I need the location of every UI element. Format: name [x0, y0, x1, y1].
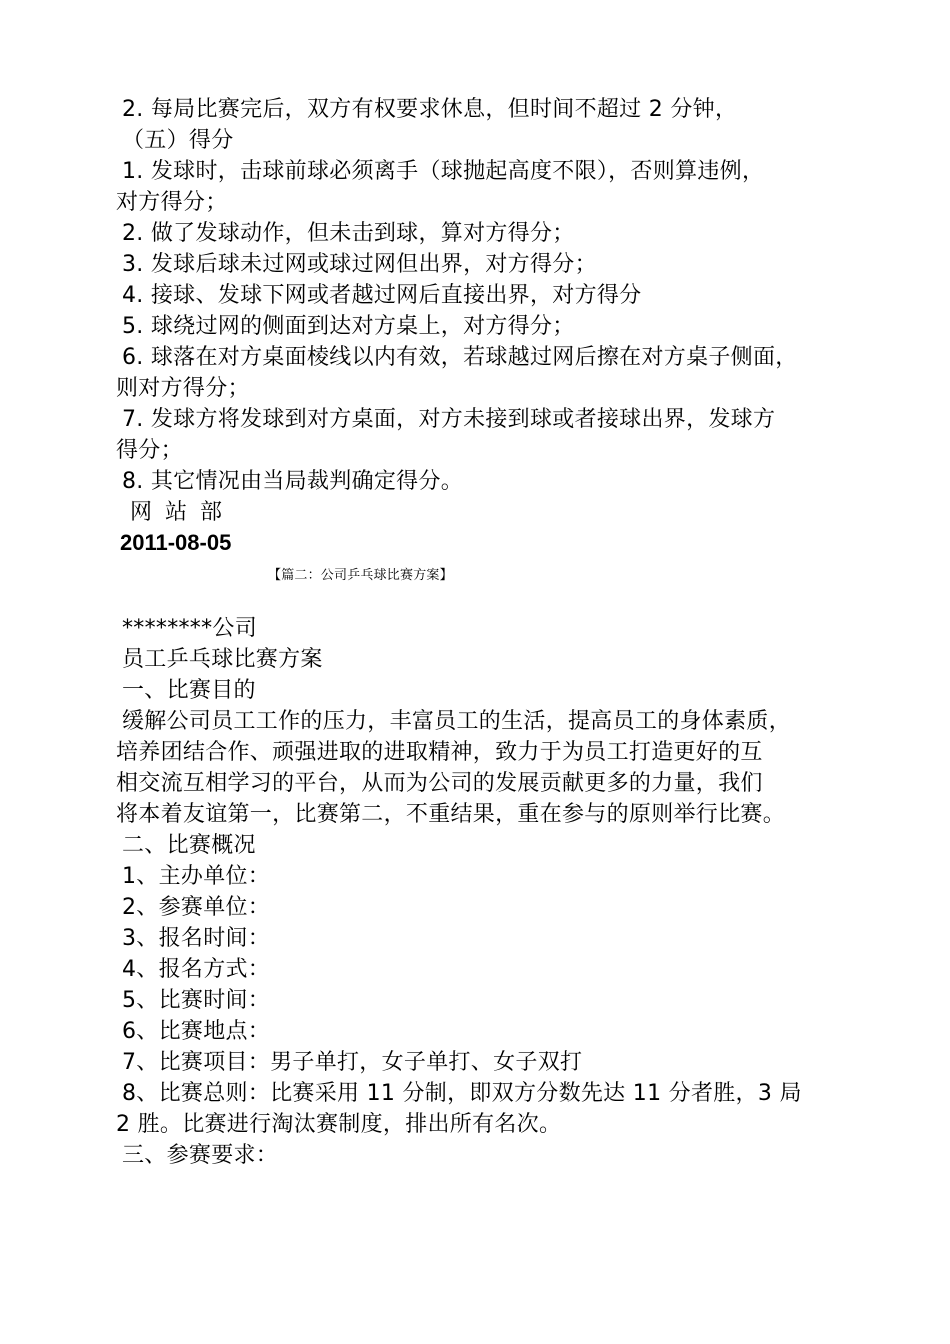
scoring-rule-1-cont: 对方得分； — [116, 190, 228, 215]
scoring-rule-7: 7. 发球方将发球到对方桌面，对方未接到球或者接球出界，发球方 — [122, 407, 776, 432]
overview-item-registration-time: 3、报名时间： — [122, 926, 271, 951]
scoring-rule-7-cont: 得分； — [116, 438, 183, 463]
scoring-rule-6-cont: 则对方得分； — [116, 376, 250, 401]
overview-item-events: 7、比赛项目：男子单打，女子单打、女子双打 — [122, 1050, 583, 1075]
signature-department: 网 站 部 — [130, 500, 225, 525]
scoring-rule-4: 4. 接球、发球下网或者越过网后直接出界，对方得分 — [122, 283, 642, 308]
purpose-paragraph-line-2: 培养团结合作、顽强进取的进取精神，致力于为员工打造更好的互 — [116, 740, 763, 765]
scoring-rule-5: 5. 球绕过网的侧面到达对方桌上，对方得分； — [122, 314, 575, 339]
section-heading-scoring: （五）得分 — [122, 128, 234, 153]
heading-purpose: 一、比赛目的 — [122, 678, 256, 703]
overview-item-general-rules: 8、比赛总则：比赛采用 11 分制，即双方分数先达 11 分者胜，3 局 — [122, 1081, 802, 1106]
signature-date: 2011-08-05 — [120, 530, 232, 555]
heading-requirements: 三、参赛要求： — [122, 1143, 279, 1168]
overview-item-venue: 6、比赛地点： — [122, 1019, 271, 1044]
overview-item-match-time: 5、比赛时间： — [122, 988, 271, 1013]
plan-title: 员工乒乓球比赛方案 — [122, 647, 323, 672]
overview-item-organizer: 1、主办单位： — [122, 864, 271, 889]
scoring-rule-2: 2. 做了发球动作，但未击到球，算对方得分； — [122, 221, 575, 246]
heading-overview: 二、比赛概况 — [122, 833, 256, 858]
overview-item-participants: 2、参赛单位： — [122, 895, 271, 920]
scoring-rule-6: 6. 球落在对方桌面棱线以内有效，若球越过网后擦在对方桌子侧面， — [122, 345, 798, 370]
overview-item-registration-method: 4、报名方式： — [122, 957, 271, 982]
scoring-rule-3: 3. 发球后球未过网或球过网但出界，对方得分； — [122, 252, 597, 277]
overview-item-general-rules-cont: 2 胜。比赛进行淘汰赛制度，排出所有名次。 — [116, 1112, 562, 1137]
section-divider-title: 【篇二：公司乒乓球比赛方案】 — [268, 568, 453, 583]
purpose-paragraph-line-1: 缓解公司员工工作的压力，丰富员工的生活，提高员工的身体素质， — [122, 709, 792, 734]
rest-rule-line: 2. 每局比赛完后，双方有权要求休息，但时间不超过 2 分钟， — [122, 97, 738, 122]
company-name: ********公司 — [122, 616, 258, 641]
scoring-rule-1: 1. 发球时，击球前球必须离手（球抛起高度不限），否则算违例， — [122, 159, 765, 184]
purpose-paragraph-line-4: 将本着友谊第一，比赛第二，不重结果，重在参与的原则举行比赛。 — [116, 802, 786, 827]
purpose-paragraph-line-3: 相交流互相学习的平台，从而为公司的发展贡献更多的力量，我们 — [116, 771, 763, 796]
scoring-rule-8: 8. 其它情况由当局裁判确定得分。 — [122, 469, 464, 494]
